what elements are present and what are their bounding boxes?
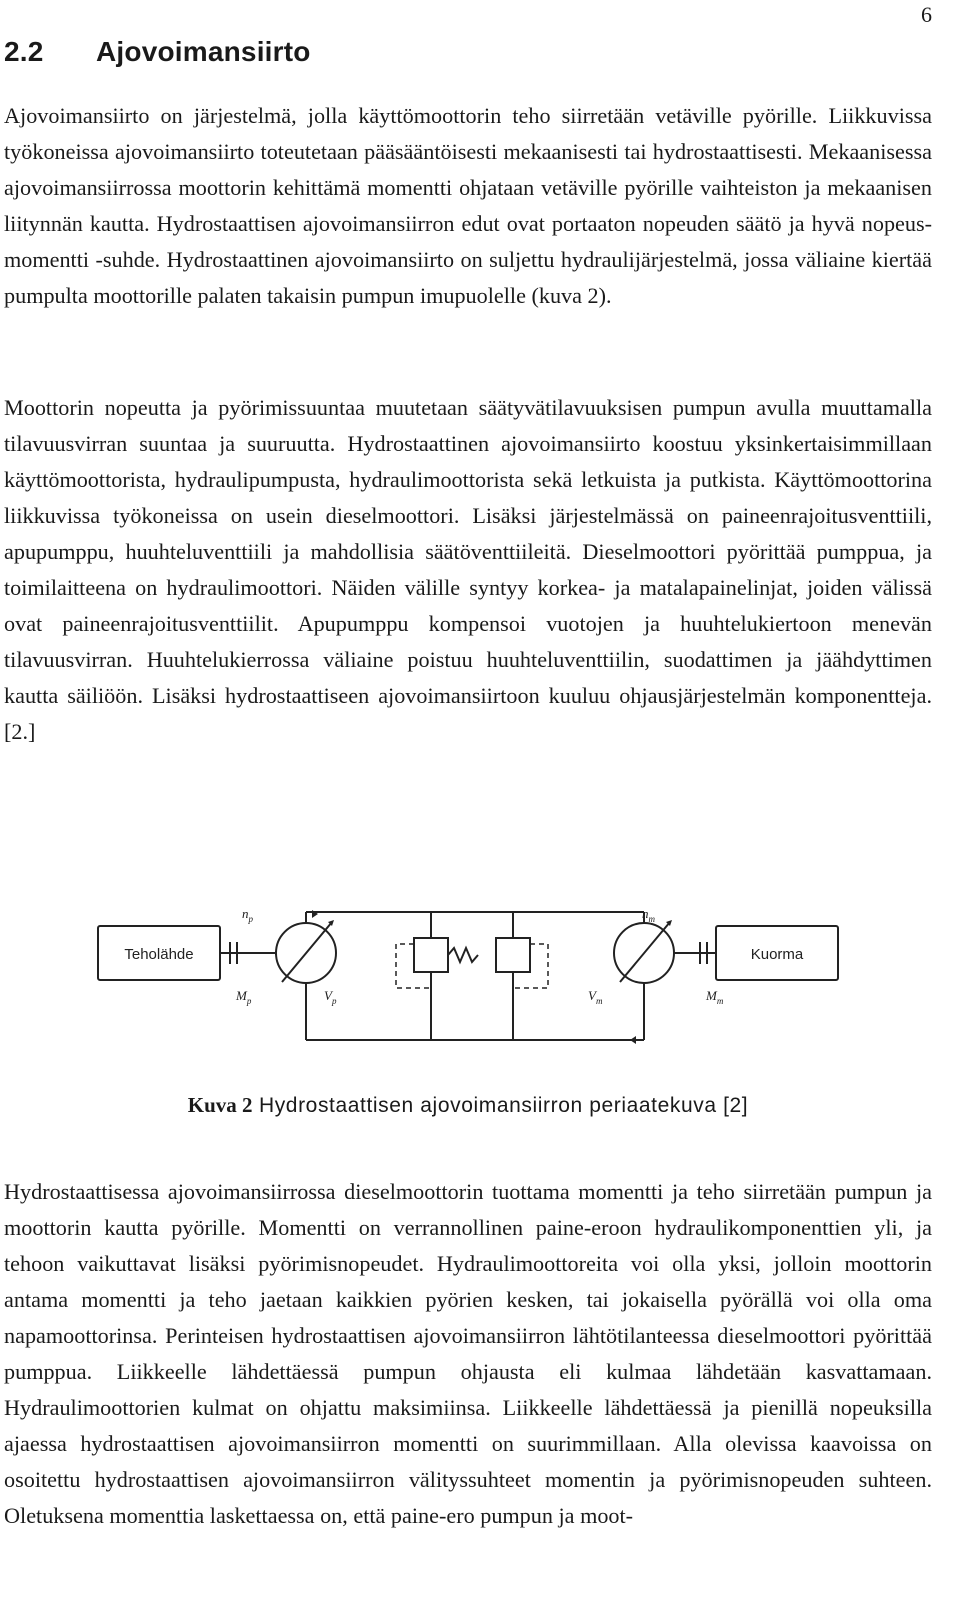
power-source-label: Teholähde <box>124 946 194 963</box>
pump-torque-symbol: $M_p$ <box>236 988 252 1006</box>
page-number: 6 <box>921 2 932 27</box>
pump-displacement-symbol: $V_p$ <box>324 988 337 1006</box>
motor-torque-symbol: $M_m$ <box>706 988 724 1006</box>
section-number: 2.2 <box>4 36 44 67</box>
paragraph-2: Moottorin nopeutta ja pyörimissuuntaa muutetaan säätyvätilavuuksisen pumpun avulla muuttamalla tilavuusvirran suuntaa ja suuruutta. Hydrostaattinen ajovoimansiirto koostuu yksinkertaisimmillaan käyttömoottorista, hydraulipumpusta, hydraulimoottorista sekä letkuista ja putkista. Käyttömoottorina liikkuvissa työkoneissa on usein dieselmoottori. Lisäksi järjestelmässä on paineenrajoitusventtiili, apupumppu, huuhteluventtiili ja mahdollisia säätöventtiileitä. Dieselmoottori pyörittää pumppua, ja toimilaitteena on hydraulimoottori. Näiden välille syntyy korkea- ja matalapainelinjat, joiden välissä ovat paineenrajoitusventtiilit. Apupumppu kompensoi vuotojen ja huuhtelukiertoon menevän tilavuusvirran. Huuhtelukierrossa väliaine poistuu huuhteluventtiilin, suodattimen ja jäähdyttimen kautta säiliöön. Lisäksi hydrostaattiseen ajovoimansiirtoon kuuluu ohjausjärjestelmän komponentteja. [2.] <box>4 395 932 744</box>
paragraph-1: Ajovoimansiirto on järjestelmä, jolla käyttömoottorin teho siirretään vetäville pyörille. Liikkuvissa työkoneissa ajovoimansiirto toteutetaan pääsääntöisesti mekaanisesti tai hydrostaattisesti. Mekaanisessa ajovoimansiirrossa moottorin kehittämä momentti ohjataan vetäville pyörille vaihteiston ja mekaanisen liitynnän kautta. Hydrostaattisen ajovoimansiirron edut ovat portaaton nopeuden säätö ja hyvä nopeus-momentti -suhde. Hydrostaattinen ajovoimansiirto on suljettu hydraulijärjestelmä, jossa väliaine kiertää pumpulta moottorille palaten takaisin pumpun imupuolelle (kuva 2). <box>4 103 932 308</box>
caption-label: Kuva 2 <box>187 1093 253 1117</box>
paragraph-3: Hydrostaattisessa ajovoimansiirrossa dieselmoottorin tuottama momentti ja teho siirretään pumpun ja moottorin kautta pyörille. Momentti on verrannollinen paine-eroon hydraulikomponenttien yli, ja tehoon vaikuttavat lisäksi pyörimisnopeudet. Hydraulimoottoreita voi olla yksi, jolloin moottorin antama momentti ja teho jaetaan kaikkien pyörien kesken, tai jokaisella pyörällä voi olla oma napamoottorinsa. Perinteisen hydrostaattisen ajovoimansiirron lähtötilanteessa dieselmoottori pyörittää pumppua. Liikkeelle lähdettäessä pumpun ohjausta eli kulmaa lähdetään kasvattamaan. Hydraulimoottorien kulmat on ohjattu maksimiinsa. Liikkeelle lähdettäessä ja pienillä nopeuksilla ajaessa hydrostaattisen ajovoimansiirron momentti on suurimmillaan. Alla olevissa kaavoissa on osoitettu hydrostaattisen ajovoimansiirron välityssuhteet momentin ja pyörimisnopeuden suhteen. Oletuksena momenttia laskettaessa on, että paine-ero pumpun ja moot- <box>4 1179 932 1528</box>
caption-text: Hydrostaattisen ajovoimansiirron periaatekuva [2] <box>258 1094 749 1117</box>
hydrostatic-drive-diagram <box>96 900 840 1060</box>
section-heading <box>4 36 311 68</box>
relief-valve-2 <box>496 938 530 972</box>
figure-caption <box>0 1093 936 1118</box>
relief-valve-1 <box>414 938 448 972</box>
motor-displacement-symbol: $V_m$ <box>588 988 603 1006</box>
load-label: Kuorma <box>750 946 804 963</box>
motor-speed-symbol: $n_m$ <box>642 906 655 924</box>
section-title: Ajovoimansiirto <box>96 36 311 67</box>
pump-speed-symbol: $n_p$ <box>242 906 253 924</box>
